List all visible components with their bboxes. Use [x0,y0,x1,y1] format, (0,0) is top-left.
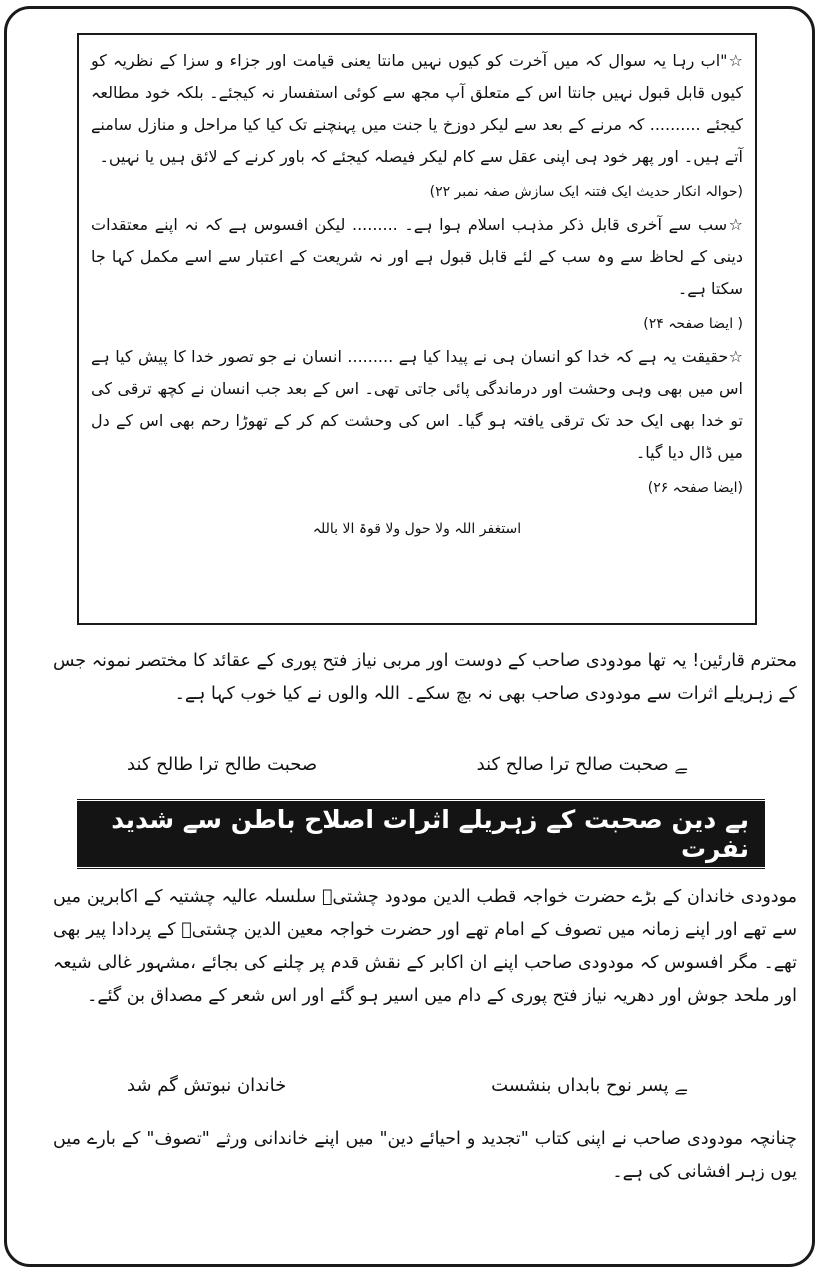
quote-paragraph-3: ☆حقیقت یہ ہے کہ خدا کو انسان ہی نے پیدا کیا ہے ......... انسان نے جو تصور خدا کا پیش کیا ہے اس میں بھی وہی وحشت اور درماندگی پائی جاتی تھی۔ اس کے بعد جب انسان نے کچھ ترقی کی تو خدا بھی ایک حد تک ترقی یافتہ ہو گیا۔ اس کی وحشت کم کر کے تھوڑا رحم بھی اس کے دل میں ڈال دیا گیا۔ [91,347,743,462]
quote-box [77,33,757,625]
verse-1-left: صحبت طالح ترا طالح کند [127,754,318,775]
quote-citation-3: (ایضا صفحہ ۲۶) [647,480,743,496]
paragraph-family-history: مودودی خاندان کے بڑے حضرت خواجہ قطب الدین مودود چشتیؒ سلسلہ عالیہ چشتیہ کے اکابرین میں سے تھے اور اپنے زمانہ میں تصوف کے امام تھے اور حضرت خواجہ معین الدین چشتیؒ کے پردادا پیر بھی تھے۔ مگر افسوس کہ مودودی صاحب اپنے ان اکابر کے نقش قدم پر چلنے کی بجائے ،مشہور غالی شیعہ اور ملحد جوش اور دھریہ نیاز فتح پوری کے دام میں اسیر ہو گئے اور اس شعر کے مصداق بن گئے۔ [53,887,797,1006]
closing-invocation: استغفر اللہ ولا حول ولا قوۃ الا باللہ [312,521,522,537]
quote-citation-2: ( ایضا صفحہ ۲۴) [643,316,743,332]
verse-1-right: ﮯ صحبت صالح ترا صالح کند [476,754,687,775]
paragraph-book-reference: چنانچہ مودودی صاحب نے اپنی کتاب "تجدید و احیائے دین" میں اپنے خاندانی ورثے "تصوف" کے بارے میں یوں زہر افشانی کی ہے۔ [53,1129,797,1182]
section-heading [77,799,765,869]
paragraph-readers-note: محترم قارئین! یہ تھا مودودی صاحب کے دوست اور مربی نیاز فتح پوری کے عقائد کا مختصر نمونہ جس کے زہریلے اثرات سے مودودی صاحب بھی نہ بچ سکے۔ اللہ والوں نے کیا خوب کہا ہے۔ [53,651,797,704]
quote-paragraph-2: ☆سب سے آخری قابل ذکر مذہب اسلام ہوا ہے۔ ......... لیکن افسوس ہے کہ نہ اپنے معتقدات دینی کے لحاظ سے وہ سب کے لئے قابل قبول ہے اور نہ شریعت کے اعتبار سے اسے مکمل کہا جا سکتا ہے۔ [91,215,744,298]
verse-couplet-2 [127,1075,687,1096]
quote-paragraph-1: ☆"اب رہا یہ سوال کہ میں آخرت کو کیوں نہیں مانتا یعنی قیامت اور جزاء و سزا کے نظریہ کو کیوں قابل قبول نہیں جانتا اس کے متعلق آپ مجھ سے کوئی استفسار نہ کیجئے۔ بلکہ خود مطالعہ کیجئے .......... کہ مرنے کے بعد سے لیکر دوزخ یا جنت میں پہنچنے تک کیا کیا مراحل و منازل سامنے آتے ہیں۔ اور پھر خود ہی اپنی عقل سے کام لیکر فیصلہ کیجئے کہ باور کرنے کے لائق ہیں یا نہیں۔ [91,51,743,166]
quote-citation-1: (حوالہ انکار حدیث ایک فتنہ ایک سازش صفہ نمبر ۲۲) [429,184,743,200]
section-heading-text: بے دین صحبت کے زہریلے اثرات اصلاح باطن سے شدید نفرت [77,800,765,868]
page-frame [4,6,815,1267]
verse-2-left: خاندان نبوتش گم شد [127,1075,287,1096]
verse-2-right: ﮯ پسر نوح بابداں بنشست [491,1075,687,1096]
verse-couplet-1 [127,754,687,775]
